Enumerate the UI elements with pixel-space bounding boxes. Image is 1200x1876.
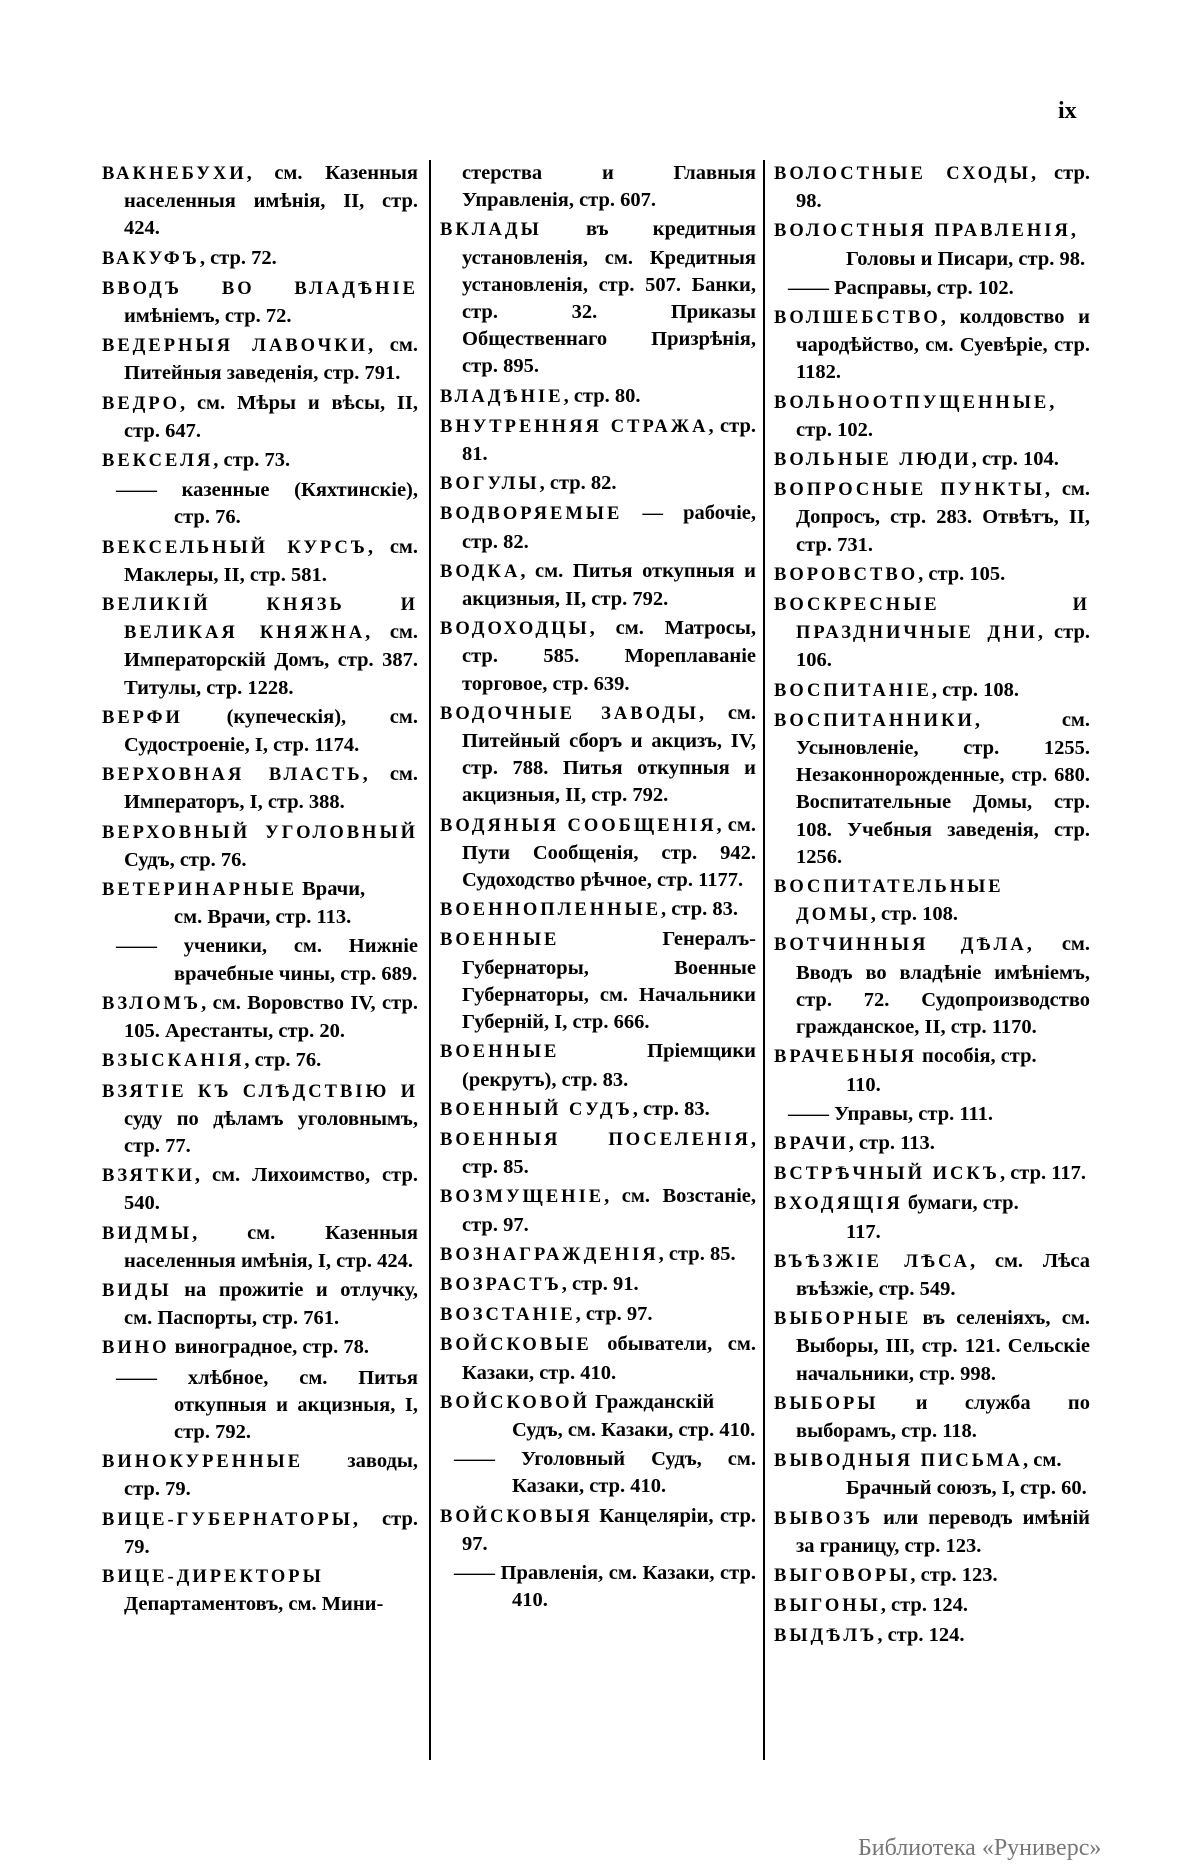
- entry-text: Канцеляріи, стр. 97.: [462, 1504, 756, 1555]
- entry-text: , стр. 124.: [880, 1594, 968, 1617]
- entry-text: , стр. 73.: [213, 449, 291, 472]
- index-entry: [102, 819, 418, 874]
- column-divider: [763, 160, 765, 1760]
- index-entry: [774, 476, 1090, 559]
- entry-headword: ВОГУЛЫ: [440, 474, 540, 495]
- entry-text: , стр. 102.: [796, 390, 1055, 441]
- entry-text: стерства и Главныя Управленія, стр. 607.: [462, 162, 756, 212]
- entry-text: виноградное, стр. 78.: [169, 1336, 370, 1359]
- entry-text: —— казенные (Кяхтинскіе), стр. 76.: [116, 479, 418, 529]
- entry-text: — рабочіе, стр. 82.: [462, 502, 756, 553]
- entry-text: 117.: [846, 1220, 881, 1243]
- entry-text: —— хлѣбное, см. Питья откупныя и акцизныя, I, стр. 792.: [116, 1366, 418, 1443]
- entry-headword: ВОЕННЫЙ СУДЪ: [440, 1099, 633, 1120]
- entry-headword: ВЫГОВОРЫ: [774, 1565, 911, 1586]
- entry-text: , см. Пути Сообщенія, стр. 942. Судоходство рѣчное, стр. 1177.: [462, 813, 756, 892]
- entry-headword: ВЫБОРНЫЕ: [774, 1309, 912, 1330]
- entry-headword: ВАКУФЪ: [102, 248, 200, 269]
- entry-headword: ВОЕННЫЯ ПОСЕЛЕНІЯ: [440, 1129, 751, 1150]
- index-entry: [774, 446, 1090, 474]
- index-entry: [774, 1592, 1090, 1620]
- entry-text: —— Управы, стр. 111.: [788, 1102, 993, 1125]
- index-entry: [440, 1503, 756, 1558]
- entry-text: , см. Питейныя заведенія, стр. 791.: [124, 334, 418, 385]
- entry-headword: ВЕРХОВНЫЙ УГОЛОВНЫЙ: [102, 822, 418, 843]
- entry-text: , стр. 83.: [661, 898, 738, 921]
- entry-headword: ВОЛЬНООТПУЩЕННЫЕ: [774, 392, 1050, 413]
- index-entry: [440, 470, 756, 498]
- entry-text: , см. Питейный сборъ и акцизъ, IV, стр. 788. Питья откупныя и акцизныя, II, стр. 792.: [462, 701, 757, 807]
- index-entry: [774, 931, 1090, 1041]
- index-entry: [774, 160, 1090, 215]
- index-entry: [774, 561, 1090, 589]
- index-entry: [102, 1220, 418, 1275]
- index-entry: [102, 990, 418, 1045]
- entry-text: , стр. 123.: [910, 1563, 998, 1586]
- entry-text: , см. Мѣры и вѣсы, II, стр. 647.: [124, 391, 418, 442]
- index-entry: [440, 413, 756, 468]
- entry-headword: ВЫБОРЫ: [774, 1393, 879, 1414]
- index-entry: [440, 1038, 756, 1093]
- entry-headword: ВЫДѢЛЪ: [774, 1626, 878, 1647]
- entry-headword: ВОЗМУЩЕНІЕ: [440, 1187, 605, 1208]
- entry-headword: ВОЕННЫЕ: [440, 1042, 560, 1063]
- entry-headword: ВЫВОЗЪ: [774, 1508, 874, 1529]
- entry-headword: ВЫВОДНЫЯ ПИСЬМА: [774, 1451, 1024, 1472]
- index-entry: [102, 1277, 418, 1332]
- entry-headword: ВЗЯТКИ: [102, 1166, 195, 1187]
- entry-text: Головы и Писари, стр. 98.: [846, 247, 1086, 270]
- index-entry: [774, 1160, 1090, 1188]
- index-subentry: [102, 1365, 418, 1447]
- index-entry: [774, 217, 1090, 272]
- index-entry: [440, 1331, 756, 1386]
- entry-text: 110.: [846, 1073, 881, 1096]
- entry-headword: ВОЗРАСТЪ: [440, 1274, 562, 1295]
- index-entry: [102, 160, 418, 243]
- entry-text: , см.: [1023, 1449, 1062, 1472]
- entry-text: , стр. 91.: [561, 1272, 639, 1295]
- entry-text: , см. Казенныя населенныя имѣнія, I, стр. 424.: [124, 1221, 418, 1272]
- entry-headword: ВСТРѢЧНЫЙ ИСКЪ: [774, 1164, 1000, 1185]
- entry-headword: ВИЦЕ-ДИРЕКТОРЫ: [102, 1566, 324, 1587]
- entry-text: или переводъ имѣній за границу, стр. 123.: [796, 1506, 1090, 1557]
- entry-text: и служба по выборамъ, стр. 118.: [796, 1391, 1090, 1442]
- index-entry: [102, 591, 418, 702]
- entry-text: на прожитіе и отлучку, см. Паспорты, стр. 761.: [124, 1278, 418, 1330]
- entry-headword: ВОДЯНЫЯ СООБЩЕНІЯ: [440, 815, 717, 836]
- entry-headword: ВИДЫ: [102, 1280, 172, 1301]
- entry-headword: ВОПРОСНЫЕ ПУНКТЫ: [774, 480, 1045, 501]
- index-entry: [102, 245, 418, 273]
- entry-text: пособія, стр.: [916, 1045, 1037, 1068]
- index-entry: [102, 275, 418, 330]
- entry-text: , см. Допросъ, стр. 283. Отвѣтъ, II, стр. 731.: [796, 478, 1090, 556]
- entry-text: обыватели, см. Казаки, стр. 410.: [462, 1333, 756, 1384]
- index-entry: [440, 700, 756, 810]
- entry-headword: ВОЗСТАНІЕ: [440, 1305, 576, 1326]
- index-entry: [440, 926, 756, 1036]
- index-entry: [102, 390, 418, 445]
- entry-text: , стр. 104.: [971, 448, 1059, 471]
- index-entry: [774, 591, 1090, 675]
- entry-headword: ВЗЫСКАНІЯ: [102, 1051, 245, 1072]
- entry-text: , стр. 106.: [796, 621, 1090, 672]
- entry-text: , см. Усыновленіе, стр. 1255. Незаконнорожденные, стр. 680. Воспитательные Домы, стр. 108. Учебныя заведенія, стр. 1256.: [796, 708, 1090, 868]
- entry-text: —— Уголовный Судъ, см. Казаки, стр. 410.: [454, 1448, 756, 1498]
- entry-text: , см. Воровство IV, стр. 105. Арестанты, стр. 20.: [124, 991, 418, 1043]
- entry-headword: ВОЕННОПЛЕННЫЕ: [440, 900, 662, 921]
- index-entry: [440, 1183, 756, 1238]
- index-entry: [102, 1047, 418, 1075]
- entry-headword: ВАКНЕБУХИ: [102, 164, 247, 184]
- entry-text: —— ученики, см. Нижніе врачебные чины, стр. 689.: [116, 935, 418, 985]
- entry-text: , см. Императоръ, I, стр. 388.: [124, 763, 419, 814]
- entry-headword: ВОЕННЫЕ: [440, 930, 560, 951]
- page-number: ix: [1058, 98, 1077, 124]
- entry-headword: ВЕЛИКІЙ КНЯЗЬ И ВЕЛИКАЯ КНЯЖНА: [102, 595, 418, 644]
- entry-text: , стр. 105.: [918, 562, 1006, 585]
- index-entry: [440, 1389, 756, 1444]
- entry-text: Судъ, см. Казаки, стр. 410.: [512, 1418, 756, 1441]
- index-entry: [774, 1562, 1090, 1590]
- entry-headword: ВОЗНАГРАЖДЕНІЯ: [440, 1244, 659, 1265]
- index-entry: [440, 1126, 756, 1181]
- index-entry: [774, 1130, 1090, 1158]
- entry-text: , стр. 108.: [870, 903, 958, 926]
- entry-headword: ВОРОВСТВО: [774, 564, 919, 585]
- entry-headword: ВИДМЫ: [102, 1223, 193, 1244]
- entry-headword: ВОДКА: [440, 561, 521, 582]
- entry-headword: ВВОДЪ ВО ВЛАДѢНІЕ: [102, 278, 418, 299]
- index-entry: [102, 761, 418, 816]
- index-column-3: [774, 160, 1090, 1653]
- index-column-2: [440, 160, 756, 1616]
- index-subentry: [440, 1560, 756, 1614]
- index-entry: [440, 1096, 756, 1124]
- entry-text: , стр. 97.: [575, 1303, 653, 1326]
- entry-text: , стр. 76.: [244, 1049, 322, 1072]
- index-entry: [440, 558, 756, 613]
- index-column-1: [102, 160, 418, 1620]
- entry-text: , стр. 80.: [563, 384, 641, 407]
- entry-headword: ВОСПИТАТЕЛЬНЫЕ ДОМЫ: [774, 877, 1004, 926]
- index-entry: [774, 1043, 1090, 1098]
- entry-text: , см. Возстаніе, стр. 97.: [462, 1185, 756, 1236]
- index-entry: [774, 1447, 1090, 1502]
- index-entry: [440, 160, 756, 214]
- entry-text: въ кредитныя установленія, см. Кредитныя установленія, стр. 507. Банки, стр. 32. Приказы Общественнаго Призрѣнія, стр. 895.: [462, 218, 756, 378]
- index-entry: [102, 1162, 418, 1217]
- entry-text: , см. Лихоимство, стр. 540.: [124, 1164, 418, 1215]
- entry-text: заводы, стр. 79.: [124, 1450, 418, 1501]
- entry-text: суду по дѣламъ уголовнымъ, стр. 77.: [124, 1107, 418, 1157]
- index-entry: [102, 1563, 418, 1618]
- entry-text: , стр. 124.: [877, 1624, 965, 1647]
- entry-headword: ВОДОХОДЦЫ: [440, 619, 590, 640]
- index-entry: [774, 1305, 1090, 1388]
- index-entry: [440, 1241, 756, 1269]
- entry-text: , см. Маклеры, II, стр. 581.: [124, 535, 418, 586]
- index-entry: [774, 707, 1090, 871]
- entry-text: , стр. 117.: [999, 1162, 1087, 1185]
- entry-text: , стр. 72.: [199, 246, 277, 269]
- entry-headword: ВЕДЕРНЫЯ ЛАВОЧКИ: [102, 336, 368, 357]
- entry-text: , см. Матросы, стр. 585. Мореплаваніе торговое, стр. 639.: [462, 617, 756, 695]
- index-subentry: [102, 933, 418, 987]
- entry-text: Гражданскій: [589, 1390, 715, 1413]
- entry-headword: ВКЛАДЫ: [440, 220, 542, 241]
- index-entry: [102, 332, 418, 387]
- index-entry: [440, 1271, 756, 1299]
- entry-headword: ВИНОКУРЕННЫЕ: [102, 1452, 304, 1473]
- index-entry: [440, 216, 756, 380]
- entry-headword: ВЕКСЕЛЬНЫЙ КУРСЪ: [102, 537, 368, 558]
- entry-headword: ВИНО: [102, 1338, 170, 1359]
- index-entry: [774, 1622, 1090, 1650]
- entry-text: Судъ, стр. 76.: [124, 848, 247, 871]
- index-entry: [102, 447, 418, 475]
- entry-headword: ВОЙСКОВЫЕ: [440, 1335, 592, 1356]
- entry-headword: ВЪѢЗЖІЕ ЛѢСА: [774, 1251, 970, 1272]
- index-entry: [774, 1505, 1090, 1560]
- entry-text: имѣніемъ, стр. 72.: [124, 305, 292, 328]
- entry-headword: ВОТЧИННЫЯ ДѢЛА: [774, 935, 1027, 956]
- index-entry: [774, 304, 1090, 387]
- entry-headword: ВНУТРЕННЯЯ СТРАЖА: [440, 416, 709, 437]
- entry-headword: ВОЛОСТНЫЯ ПРАВЛЕНІЯ: [774, 221, 1071, 242]
- entry-headword: ВЗЛОМЪ: [102, 993, 202, 1014]
- index-entry: [440, 812, 756, 895]
- entry-headword: ВОСПИТАНІЕ: [774, 680, 932, 701]
- index-subentry: [440, 1446, 756, 1500]
- entry-headword: ВОЛОСТНЫЕ СХОДЫ: [774, 164, 1031, 184]
- entry-headword: ВЫГОНЫ: [774, 1596, 881, 1617]
- entry-text: Генералъ-Губернаторы, Военные Губернаторы, см. Начальники Губерній, I, стр. 666.: [462, 928, 756, 1034]
- entry-text: —— Расправы, стр. 102.: [788, 276, 1014, 299]
- entry-headword: ВЕТЕРИНАРНЫЕ: [102, 880, 297, 901]
- entry-text: (купеческія), см. Судостроеніе, I, стр. 1174.: [124, 705, 418, 757]
- entry-text: , см. Вводъ во владѣніе имѣніемъ, стр. 72. Судопроизводство гражданское, II, стр. 1170.: [796, 933, 1090, 1039]
- entry-headword: ВХОДЯЩІЯ: [774, 1194, 903, 1215]
- entry-headword: ВОДОЧНЫЕ ЗАВОДЫ: [440, 703, 699, 724]
- entry-headword: ВЕДРО: [102, 393, 180, 414]
- index-entry: [440, 1301, 756, 1329]
- entry-text: , см. Казенныя населенныя имѣнія, II, стр. 424.: [124, 162, 418, 240]
- entry-text: , стр. 113.: [848, 1131, 935, 1154]
- entry-text: Брачный союзъ, I, стр. 60.: [846, 1477, 1087, 1500]
- index-entry: [774, 1390, 1090, 1445]
- index-entry: [774, 873, 1090, 929]
- entry-text: , стр. 81.: [462, 414, 756, 466]
- entry-text: Врачи,: [297, 878, 366, 901]
- index-subentry: [102, 477, 418, 531]
- entry-headword: ВОДВОРЯЕМЫЕ: [440, 504, 623, 525]
- entry-text: , стр. 98.: [796, 162, 1090, 213]
- entry-headword: ВРАЧЕБНЫЯ: [774, 1047, 917, 1068]
- entry-headword: ВИЦЕ-ГУБЕРНАТОРЫ: [102, 1509, 353, 1530]
- entry-headword: ВЕРФИ: [102, 707, 183, 728]
- entry-text: бумаги, стр.: [902, 1192, 1019, 1215]
- entry-headword: ВОСКРЕСНЫЕ И ПРАЗДНИЧНЫЕ ДНИ: [774, 595, 1090, 644]
- entry-headword: ВОЛЬНЫЕ ЛЮДИ: [774, 450, 972, 471]
- index-entry: [774, 389, 1090, 444]
- column-divider: [429, 160, 431, 1760]
- entry-headword: ВОЙСКОВОЙ: [440, 1392, 590, 1413]
- entry-text: , стр. 83.: [632, 1097, 710, 1120]
- index-entry: [440, 500, 756, 555]
- entry-headword: ВЗЯТІЕ КЪ СЛѢДСТВІЮ И: [102, 1081, 418, 1102]
- entry-text: , стр. 82.: [539, 472, 617, 495]
- entry-text: , стр. 108.: [931, 678, 1020, 701]
- index-subentry: [774, 275, 1090, 302]
- index-entry: [102, 1448, 418, 1503]
- entry-headword: ВЛАДѢНІЕ: [440, 386, 564, 407]
- index-subentry: [774, 1101, 1090, 1128]
- entry-text: Пріемщики (рекрутъ), стр. 83.: [462, 1040, 756, 1091]
- entry-text: , см. Питья откупныя и акцизныя, II, стр. 792.: [462, 559, 756, 611]
- entry-text: , стр. 85.: [658, 1242, 736, 1265]
- index-entry: [102, 1078, 418, 1161]
- library-watermark: Библиотека «Руниверс»: [858, 1835, 1102, 1861]
- index-entry: [440, 383, 756, 411]
- index-entry: [102, 534, 418, 589]
- entry-headword: ВРАЧИ: [774, 1133, 849, 1154]
- index-entry: [774, 1190, 1090, 1245]
- entry-headword: ВОЛШЕБСТВО: [774, 308, 941, 329]
- entry-text: , стр. 85.: [462, 1127, 756, 1179]
- entry-headword: ВОСПИТАННИКИ: [774, 710, 975, 731]
- entry-text: Департаментовъ, см. Мини-: [124, 1593, 384, 1616]
- entry-text: , стр. 79.: [124, 1507, 418, 1558]
- entry-text: въ селеніяхъ, см. Выборы, III, стр. 121. Сельскіе начальники, стр. 998.: [796, 1307, 1090, 1385]
- entry-text: , колдовство и чародѣйство, см. Суевѣріе, стр. 1182.: [796, 306, 1090, 384]
- entry-headword: ВОЙСКОВЫЯ: [440, 1506, 593, 1527]
- index-entry: [440, 615, 756, 698]
- entry-text: , см. Императорскій Домъ, стр. 387. Титулы, стр. 1228.: [124, 621, 419, 699]
- entry-text: —— Правленія, см. Казаки, стр. 410.: [454, 1561, 756, 1612]
- entry-text: ,: [1070, 219, 1076, 242]
- index-entry: [102, 876, 418, 931]
- index-entry: [774, 677, 1090, 705]
- entry-headword: ВЕКСЕЛЯ: [102, 451, 214, 472]
- entry-text: , см. Лѣса въѣзжіе, стр. 549.: [796, 1249, 1090, 1300]
- index-entry: [102, 1506, 418, 1561]
- index-entry: [102, 704, 418, 759]
- entry-text: см. Врачи, стр. 113.: [174, 906, 352, 929]
- entry-headword: ВЕРХОВНАЯ ВЛАСТЬ: [102, 765, 363, 786]
- index-entry: [102, 1334, 418, 1362]
- index-entry: [440, 896, 756, 924]
- index-entry: [774, 1248, 1090, 1303]
